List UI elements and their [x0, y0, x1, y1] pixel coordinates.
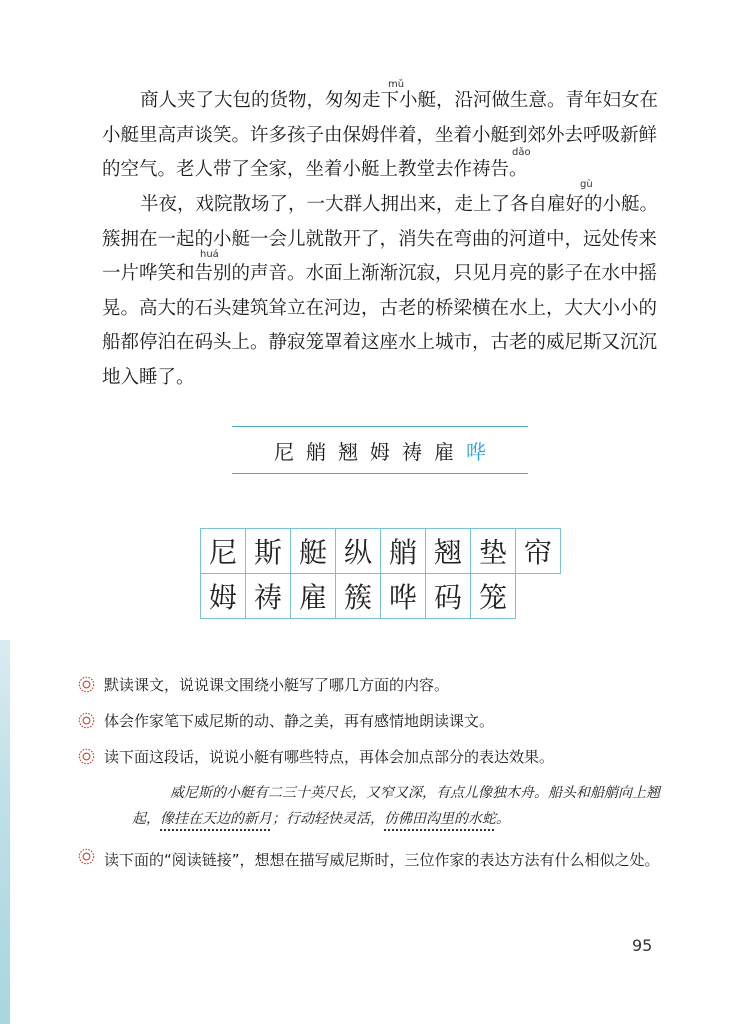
- seal-icon: [78, 676, 95, 693]
- char-grid-row-1: [200, 528, 560, 573]
- exercise-2: [104, 710, 664, 732]
- pinyin-hua: huá: [200, 249, 219, 260]
- new-word: 艄: [306, 439, 326, 464]
- exercise-text: 体会作家笔下威尼斯的动、静之美，再有感情地朗读课文。: [104, 712, 495, 730]
- char-cell: 祷: [245, 573, 291, 619]
- char-cell: 姆: [200, 573, 246, 619]
- char-cell: 簇: [335, 573, 381, 619]
- page-number: 95: [632, 936, 653, 955]
- dotted-emphasis: 仿佛田沟里的水蛇: [384, 811, 496, 827]
- seal-icon: [78, 712, 95, 729]
- new-word: 尼: [274, 439, 294, 464]
- char-cell: 帘: [515, 528, 561, 574]
- decorative-side-strip: [0, 640, 10, 1024]
- exercise-text: 默读课文，说说课文围绕小艇写了哪几方面的内容。: [104, 676, 450, 694]
- char-cell: 雇: [290, 573, 336, 619]
- exercise-3: [104, 746, 664, 768]
- char-cell: 艄: [380, 528, 426, 574]
- char-cell: 纵: [335, 528, 381, 574]
- char-cell: 垫: [470, 528, 516, 574]
- char-cell: 艇: [290, 528, 336, 574]
- new-word: 翘: [338, 439, 358, 464]
- exercise-1: [104, 674, 664, 696]
- char-cell: 码: [425, 573, 471, 619]
- new-word-highlighted: 哗: [466, 439, 486, 464]
- new-words-bar: [232, 426, 528, 474]
- char-cell: 尼: [200, 528, 246, 574]
- writing-char-grid: [200, 528, 560, 618]
- pinyin-gu: gù: [580, 179, 593, 190]
- pinyin-mu: mǔ: [388, 79, 405, 90]
- seal-icon: [78, 848, 95, 865]
- char-cell: 翘: [425, 528, 471, 574]
- new-word: 雇: [434, 439, 454, 464]
- paragraph-2: 半夜，戏院散场了，一大群人拥出来，走上了各自雇好的小艇。簇拥在一起的小艇一会儿就散开了，消失在弯曲的河道中，远处传来一片哗笑和告别的声音。水面上渐渐沉寂，只见月亮的影子在水中摇晃。高大的石头建筑耸立在河边，古老的桥梁横在水上，大大小小的船都停泊在码头上。静寂笼罩着这座水上城市，古老的威尼斯又沉沉地入睡了。: [102, 194, 659, 388]
- exercise-text: 读下面的“阅读链接”，想想在描写威尼斯时，三位作家的表达方法有什么相似之处。: [104, 851, 660, 869]
- char-cell: 笼: [470, 573, 516, 619]
- paragraph-1: 商人夹了大包的货物，匆匆走下小艇，沿河做生意。青年妇女在小艇里高声谈笑。许多孩子由保姆伴着，坐着小艇到郊外去呼吸新鲜的空气。老人带了全家，坐着小艇上教堂去作祷告。: [102, 90, 659, 180]
- exercise-text: 读下面这段话，说说小艇有哪些特点，再体会加点部分的表达效果。: [104, 748, 555, 766]
- new-word: 祷: [402, 439, 422, 464]
- exercise-4: [104, 846, 664, 874]
- char-cell: 哗: [380, 573, 426, 619]
- dotted-emphasis: 像挂在天边的新月: [160, 811, 272, 827]
- pinyin-dao: dǎo: [512, 147, 531, 158]
- quoted-passage: 威尼斯的小艇有二三十英尺长，又窄又深，有点儿像独木舟。船头和船艄向上翘起，像挂在天边的新月；行动轻快灵活，仿佛田沟里的水蛇。: [132, 785, 660, 827]
- seal-icon: [78, 748, 95, 765]
- char-cell: 斯: [245, 528, 291, 574]
- char-grid-row-2: [200, 573, 560, 618]
- new-word: 姆: [370, 439, 390, 464]
